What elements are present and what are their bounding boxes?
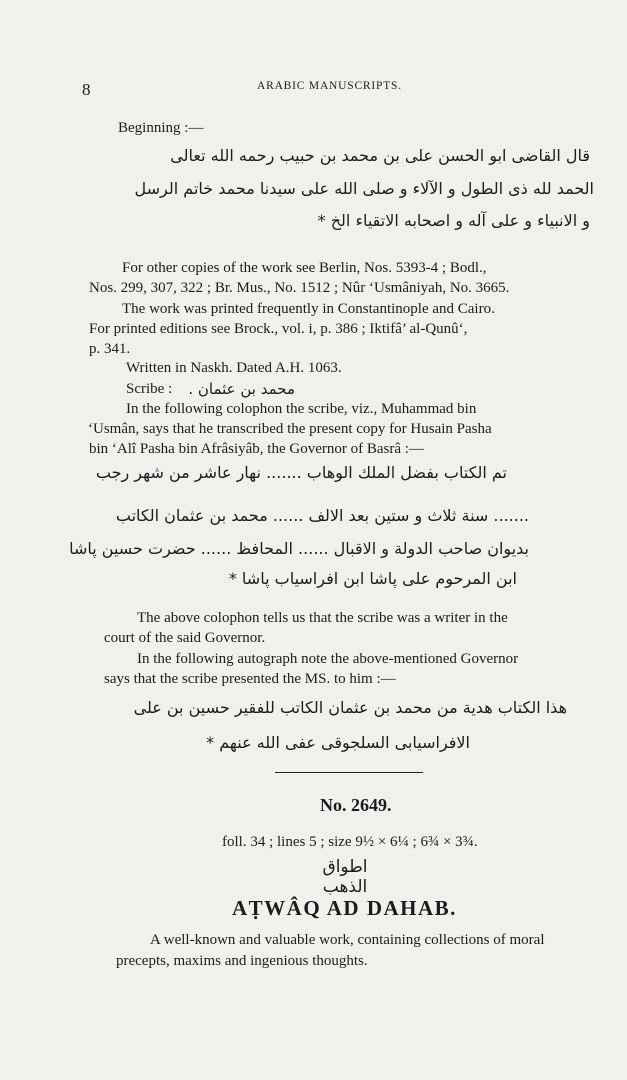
beginning-arabic-line-3: و الانبياء و على آله و اصحابه الاتقياء الخ * <box>317 211 590 230</box>
page-number: 8 <box>82 80 91 99</box>
description-line-2: precepts, maxims and ingenious thoughts. <box>116 953 368 969</box>
beginning-arabic-line-2: الحمد لله ذى الطول و الآلاء و صلى الله على سيدنا محمد خاتم الرسل <box>134 179 594 198</box>
autograph-arabic-line-2: الافراسيابى السلجوقى عفى الله عنهم * <box>206 733 470 752</box>
colophon-arabic-line-4: ابن المرحوم على پاشا ابن افراسياب پاشا * <box>228 569 517 588</box>
colophon-intro-line-3: bin ‘Alî Pasha bin Afrâsiyâb, the Governor of Basrâ :— <box>89 441 424 457</box>
autograph-intro-line-2: says that the scribe presented the MS. to him :— <box>104 671 396 687</box>
printed-line-3: p. 341. <box>89 341 131 357</box>
section-divider <box>275 772 423 773</box>
description-line-1: A well-known and valuable work, containing collections of moral <box>150 932 545 948</box>
colophon-arabic-line-3: بديوان صاحب الدولة و الاقبال ...... المحافظ ...... حضرت حسين پاشا <box>69 539 529 558</box>
above-line-1: The above colophon tells us that the scribe was a writer in the <box>137 610 508 626</box>
written-line: Written in Naskh. Dated A.H. 1063. <box>126 360 342 376</box>
colophon-intro-line-1: In the following colophon the scribe, viz., Muhammad bin <box>126 401 477 417</box>
printed-line-1: The work was printed frequently in Constantinople and Cairo. <box>122 301 495 317</box>
entry-number: No. 2649. <box>320 795 392 815</box>
title-arabic: اطواق الذهب <box>322 857 368 897</box>
copies-line-1: For other copies of the work see Berlin, Nos. 5393-4 ; Bodl., <box>122 260 487 276</box>
copies-line-2: Nos. 299, 307, 322 ; Br. Mus., No. 1512 ; Nûr ‘Usmâniyah, No. 3665. <box>89 280 510 296</box>
autograph-arabic-line-1: هذا الكتاب هدية من محمد بن عثمان الكاتب للفقير حسين بن على <box>133 698 567 717</box>
printed-line-2: For printed editions see Brock., vol. i, p. 386 ; Iktifâ’ al-Qunû‘, <box>89 321 468 337</box>
colophon-arabic-line-1: تم الكتاب بفضل الملك الوهاب ....... نهار عاشر من شهر رجب <box>95 463 507 482</box>
beginning-label: Beginning :— <box>118 120 204 136</box>
entry-details: foll. 34 ; lines 5 ; size 9½ × 6¼ ; 6¾ × 3¾. <box>222 834 478 850</box>
colophon-arabic-line-2: ....... سنة ثلاث و ستين بعد الالف ...... محمد بن عثمان الكاتب <box>115 506 529 525</box>
autograph-intro-line-1: In the following autograph note the above-mentioned Governor <box>137 651 519 667</box>
scribe-label: Scribe : <box>126 381 173 397</box>
colophon-intro-line-2: ‘Usmân, says that he transcribed the present copy for Husain Pasha <box>88 421 492 437</box>
above-line-2: court of the said Governor. <box>104 630 266 646</box>
title-latin: AṬWÂQ AD DAHAB. <box>232 896 457 920</box>
beginning-arabic-line-1: قال القاضى ابو الحسن على بن محمد بن حبيب رحمه الله تعالى <box>170 146 590 165</box>
running-header: ARABIC MANUSCRIPTS. <box>257 80 402 92</box>
scribe-arabic: محمد بن عثمان . <box>188 380 295 398</box>
